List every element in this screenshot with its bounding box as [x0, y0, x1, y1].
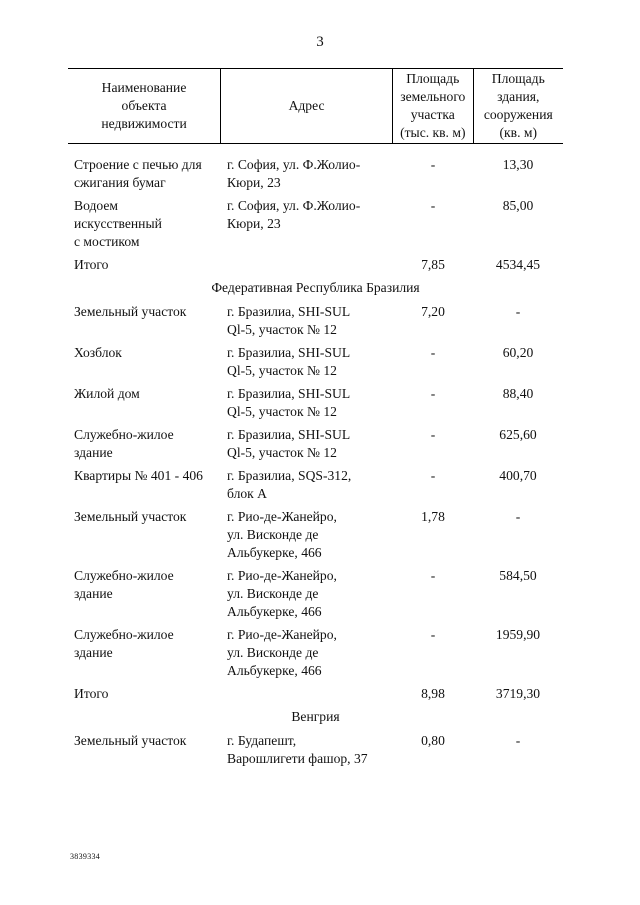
row-address: г. Бразилиа, SHI-SUL Ql-5, участок № 12: [227, 304, 351, 337]
row-building-area: 3719,30: [495, 686, 541, 701]
row-address: г. Бразилиа, SHI-SUL Ql-5, участок № 12: [227, 345, 351, 378]
header-address: Адрес: [221, 69, 393, 143]
row-address: г. Рио-де-Жанейро, ул. Висконде де Альбукерке, 466: [227, 627, 337, 678]
row-land-area: 7,85: [421, 257, 445, 272]
row-address: г. Рио-де-Жанейро, ул. Висконде де Альбукерке, 466: [227, 509, 337, 560]
table-row: [68, 385, 563, 421]
row-land-area: -: [430, 627, 436, 642]
row-building-area: 4534,45: [495, 257, 541, 272]
row-land-area: 8,98: [421, 686, 445, 701]
row-name: Земельный участок: [74, 509, 187, 524]
row-address: г. Бразилиа, SQS-312, блок А: [227, 468, 352, 501]
document-code: 3839334: [70, 852, 101, 861]
table-row: [68, 626, 563, 680]
row-building-area: 85,00: [502, 198, 534, 213]
row-name: Земельный участок: [74, 733, 187, 748]
row-address: г. София, ул. Ф.Жолио- Кюри, 23: [227, 198, 361, 231]
header-name: Наименование объекта недвижимости: [68, 69, 221, 143]
row-name: Служебно-жилое здание: [74, 568, 174, 601]
row-address: г. Рио-де-Жанейро, ул. Висконде де Альбукерке, 466: [227, 568, 337, 619]
row-land-area: 1,78: [421, 509, 445, 524]
row-address: [221, 685, 393, 703]
table-row: [68, 426, 563, 462]
section-heading: Федеративная Республика Бразилия: [211, 280, 420, 295]
table-row: [68, 567, 563, 621]
row-name: Служебно-жилое здание: [74, 427, 174, 460]
row-land-area: -: [430, 386, 436, 401]
row-building-area: 88,40: [502, 386, 534, 401]
table-header: [68, 68, 563, 144]
row-land-area: 7,20: [421, 304, 445, 319]
header-land-area: Площадь земельного участка (тыс. кв. м): [393, 69, 474, 143]
table-row: [68, 467, 563, 503]
row-building-area: 1959,90: [495, 627, 541, 642]
row-land-area: -: [430, 468, 436, 483]
row-building-area: 584,50: [499, 568, 537, 583]
row-land-area: -: [430, 157, 436, 172]
table-row: [68, 303, 563, 339]
row-land-area: -: [430, 198, 436, 213]
row-address: [221, 256, 393, 274]
row-name: Земельный участок: [74, 304, 187, 319]
row-building-area: -: [515, 733, 521, 748]
total-row: [68, 685, 563, 703]
row-address: г. София, ул. Ф.Жолио- Кюри, 23: [227, 157, 361, 190]
header-building-area: Площадь здания, сооружения (кв. м): [483, 71, 553, 140]
total-row: [68, 256, 563, 274]
row-building-area: 400,70: [499, 468, 537, 483]
row-name: Итого: [74, 257, 109, 272]
row-address: г. Бразилиа, SHI-SUL Ql-5, участок № 12: [227, 386, 351, 419]
row-name: Итого: [74, 686, 109, 701]
table-row: [68, 508, 563, 562]
row-name: Хозблок: [74, 345, 122, 360]
row-building-area: 60,20: [502, 345, 534, 360]
row-name: Водоем искусственный с мостиком: [74, 198, 162, 249]
row-address: г. Будапешт, Варошлигети фашор, 37: [227, 733, 368, 766]
table-row: [68, 732, 563, 768]
page-number: 3: [316, 34, 324, 50]
row-name: Служебно-жилое здание: [74, 627, 174, 660]
row-address: г. Бразилиа, SHI-SUL Ql-5, участок № 12: [227, 427, 351, 460]
row-land-area: -: [430, 568, 436, 583]
property-table: [68, 68, 563, 773]
row-building-area: 13,30: [502, 157, 534, 172]
row-name: Строение с печью для сжигания бумаг: [74, 157, 202, 190]
section-heading: Венгрия: [291, 709, 340, 724]
row-name: Квартиры № 401 - 406: [74, 468, 203, 483]
row-land-area: -: [430, 345, 436, 360]
table-body: [68, 144, 563, 768]
table-row: [68, 156, 563, 192]
table-row: [68, 344, 563, 380]
table-row: [68, 197, 563, 251]
row-name: Жилой дом: [74, 386, 140, 401]
row-building-area: -: [515, 304, 521, 319]
row-land-area: -: [430, 427, 436, 442]
row-building-area: -: [515, 509, 521, 524]
row-building-area: 625,60: [499, 427, 537, 442]
row-land-area: 0,80: [421, 733, 445, 748]
